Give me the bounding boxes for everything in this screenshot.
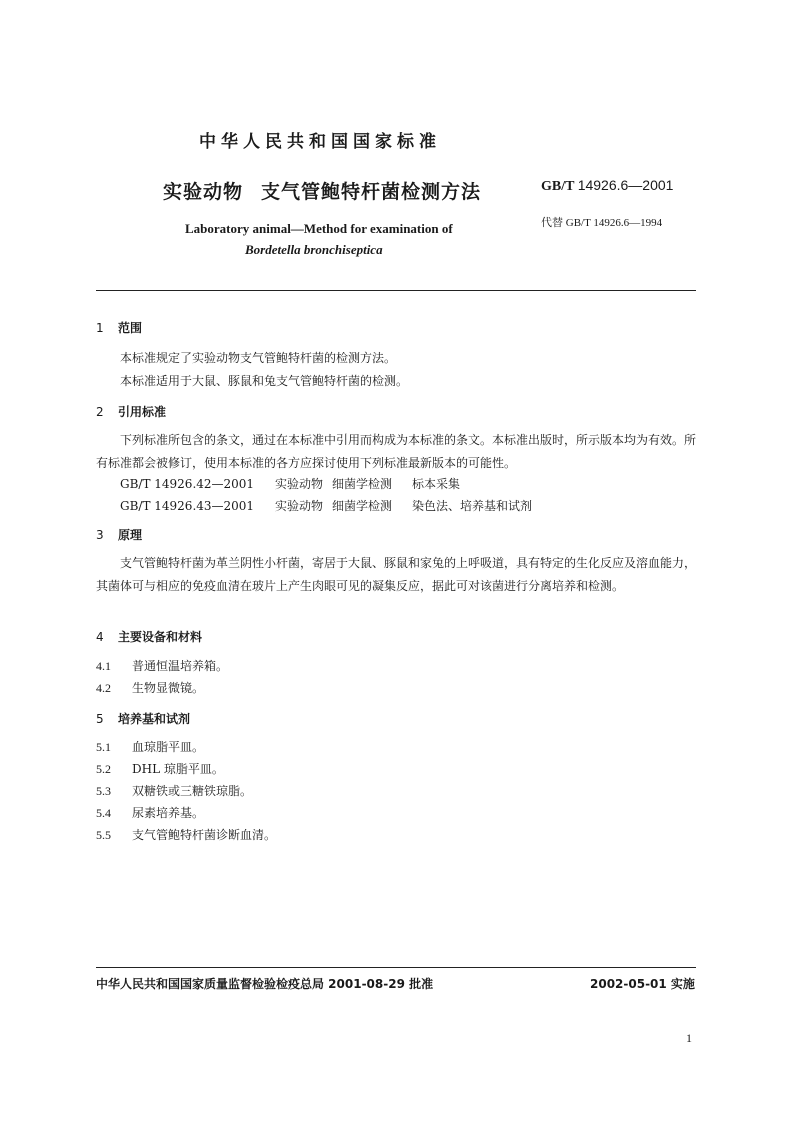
reference-part-a: 实验动物 — [275, 499, 324, 513]
section-1-title: 范围 — [118, 321, 143, 335]
reference-row — [120, 475, 460, 492]
reference-part-b: 细菌学检测 — [332, 499, 393, 513]
section-2-title: 引用标准 — [118, 405, 167, 419]
header-divider — [96, 290, 696, 291]
section-1-line-2: 本标准适用于大鼠、豚鼠和兔支气管鲍特杆菌的检测。 — [120, 374, 409, 388]
item-number: 5.2 — [96, 762, 111, 776]
section-1-number: 1 — [96, 321, 104, 335]
reference-part-a: 实验动物 — [275, 477, 324, 491]
footer-divider — [96, 967, 696, 968]
list-item — [96, 738, 204, 755]
list-item — [96, 782, 252, 799]
reference-row — [120, 497, 532, 514]
list-item — [96, 679, 204, 696]
item-text: 血琼脂平皿。 — [132, 740, 205, 754]
item-number: 4.2 — [96, 681, 111, 695]
standard-code-number: 14926.6—2001 — [577, 177, 674, 193]
reference-part-c: 染色法、培养基和试剂 — [412, 499, 533, 513]
section-3-heading — [96, 526, 142, 543]
document-title-en: Laboratory animal—Method for examination of — [185, 221, 453, 236]
section-1-heading — [96, 319, 142, 336]
section-2-heading — [96, 403, 166, 420]
item-number: 4.1 — [96, 659, 111, 673]
item-text: 生物显微镜。 — [132, 681, 205, 695]
section-5-title: 培养基和试剂 — [118, 712, 191, 726]
document-title-cn — [163, 177, 481, 204]
list-item — [96, 657, 228, 674]
national-standard-heading: 中华人民共和国国家标准 — [199, 132, 441, 152]
section-4-number: 4 — [96, 630, 104, 644]
list-item — [96, 826, 276, 843]
section-3-paragraph: 支气管鲍特杆菌为革兰阴性小杆菌，寄居于大鼠、豚鼠和家兔的上呼吸道，具有特定的生化反应及溶血能力，其菌体可与相应的免疫血清在玻片上产生肉眼可见的凝集反应，据此可对该菌进行分离培养和检测。 — [96, 556, 697, 593]
item-number: 5.5 — [96, 828, 111, 842]
title-cn-part2: 支气管鲍特杆菌检测方法 — [261, 181, 482, 203]
reference-code: GB/T 14926.43—2001 — [120, 499, 255, 513]
list-item — [96, 760, 224, 777]
item-number: 5.4 — [96, 806, 111, 820]
page-number: 1 — [686, 1031, 692, 1045]
document-title-en-species: Bordetella bronchiseptica — [245, 242, 383, 257]
reference-code: GB/T 14926.42—2001 — [120, 477, 255, 491]
standard-code — [541, 177, 673, 195]
reference-part-c: 标本采集 — [412, 477, 461, 491]
implementation-date: 2002-05-01 实施 — [590, 977, 695, 991]
title-cn-part1: 实验动物 — [163, 181, 244, 203]
section-3-number: 3 — [96, 528, 104, 542]
approval-note: 中华人民共和国国家质量监督检验检疫总局 2001-08-29 批准 — [96, 977, 434, 991]
section-2-paragraph: 下列标准所包含的条文，通过在本标准中引用而构成为本标准的条文。本标准出版时，所示版本均为有效。所有标准都会被修订，使用本标准的各方应探讨使用下列标准最新版本的可能性。 — [96, 433, 697, 470]
item-text: 双糖铁或三糖铁琼脂。 — [132, 784, 253, 798]
replaces-note: 代替 GB/T 14926.6—1994 — [541, 217, 663, 229]
reference-part-b: 细菌学检测 — [332, 477, 393, 491]
item-text: DHL 琼脂平皿。 — [132, 762, 224, 776]
item-text: 支气管鲍特杆菌诊断血清。 — [132, 828, 277, 842]
section-1-line-1: 本标准规定了实验动物支气管鲍特杆菌的检测方法。 — [120, 351, 397, 365]
section-5-number: 5 — [96, 712, 104, 726]
item-number: 5.1 — [96, 740, 111, 754]
item-text: 普通恒温培养箱。 — [132, 659, 229, 673]
section-4-heading — [96, 628, 202, 645]
item-text: 尿素培养基。 — [132, 806, 205, 820]
section-4-title: 主要设备和材料 — [118, 630, 203, 644]
standard-code-prefix: GB/T — [541, 179, 575, 194]
section-5-heading — [96, 710, 190, 727]
list-item — [96, 804, 204, 821]
section-2-number: 2 — [96, 405, 104, 419]
section-3-title: 原理 — [118, 528, 143, 542]
item-number: 5.3 — [96, 784, 111, 798]
